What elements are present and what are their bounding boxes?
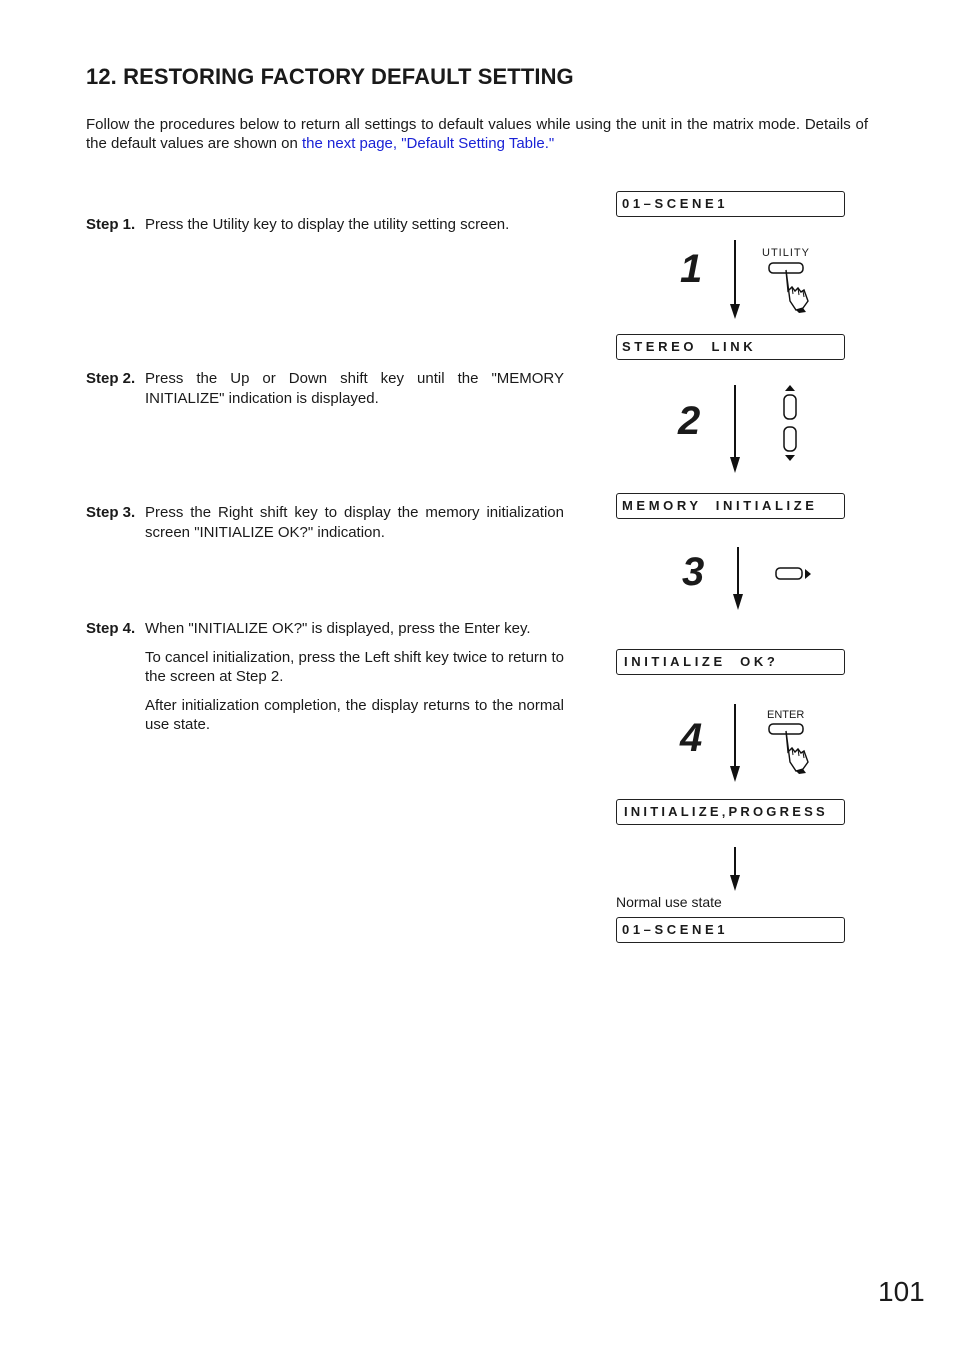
arrow-down-icon [725,704,745,784]
section-heading: 12. RESTORING FACTORY DEFAULT SETTING [86,64,574,89]
step-text: Press the Utility key to display the utility setting screen. [145,216,510,233]
lcd-display-normal-scene: 01–SCENE1 [616,917,845,943]
intro-paragraph [86,115,868,153]
hand-press-icon [766,261,814,313]
step-text: Press the Up or Down shift key until the "MEMORY INITIALIZE" indication is displayed. [145,370,564,407]
step-label: Step 4. [86,620,136,637]
lcd-display-stereo-link: STEREO LINK [616,334,845,360]
arrow-down-icon [725,847,745,893]
arrow-down-icon [728,547,748,611]
step-number-2: 2 [678,399,701,443]
step-number-3: 3 [682,550,705,594]
up-down-shift-key-icon [779,385,801,465]
step-number-1: 1 [680,247,703,291]
arrow-down-icon [725,240,745,320]
lcd-display-scene: 01–SCENE1 [616,191,845,217]
hand-press-icon [766,722,814,774]
step-text: To cancel initialization, press the Left shift key twice to return to the screen at Step 2. [145,648,564,685]
default-setting-table-link[interactable]: the next page, "Default Setting Table." [301,135,555,152]
normal-use-state-label: Normal use state [616,894,722,910]
lcd-display-initialize-ok: INITIALIZE OK? [616,649,845,675]
lcd-display-initialize-progress: INITIALIZE‚PROGRESS [616,799,845,825]
step-number-4: 4 [680,716,703,760]
step-2 [86,369,564,417]
step-4 [86,619,564,744]
right-shift-key-icon [775,566,813,582]
step-1 [86,215,564,244]
step-text: After initialization completion, the display returns to the normal use state. [145,696,564,733]
step-label: Step 2. [86,370,136,387]
step-label: Step 3. [86,504,136,521]
step-3 [86,503,564,551]
lcd-display-memory-initialize: MEMORY INITIALIZE [616,493,845,519]
page-number: 101 [878,1276,925,1307]
step-text: Press the Right shift key to display the memory initialization screen "INITIALIZE OK?" indication. [145,504,564,541]
enter-key-label: ENTER [767,709,805,721]
arrow-down-icon [725,385,745,475]
utility-key-label: UTILITY [762,247,810,259]
step-text: When "INITIALIZE OK?" is displayed, press the Enter key. [145,620,531,637]
intro-text: Follow the procedures below to return all settings to default values while using the unit in the matrix mode. Details of the default values are shown on [86,116,868,152]
step-label: Step 1. [86,216,136,233]
